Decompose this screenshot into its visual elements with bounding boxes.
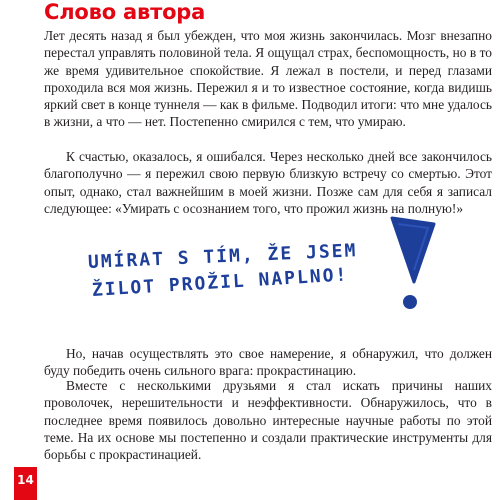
handwritten-note: [86, 240, 386, 308]
exclamation-mark-icon: [384, 210, 440, 320]
handwritten-note-line-1: UMÍRAT S TÍM, ŽE JSEM: [87, 240, 358, 273]
section-title: Слово автора: [44, 0, 206, 24]
page-number-badge: 14: [14, 467, 37, 500]
paragraph-intro: Лет десять назад я был убежден, что моя жизнь закончилась. Мозг внезапно перестал управлять половиной тела. Я ощущал страх, беспомощность, но в то же время удивительное спокойствие. Я лежал в постели, и перед глазами проходила вся моя жизнь. Пережил я и то известное состояние, когда видишь яркий свет в конце туннеля — как в фильме. Подводил итоги: что мне удалось в жизни, а что — нет. Постепенно смирился с тем, что умираю.: [44, 28, 492, 130]
paragraph-research: Вместе с несколькими друзьями я стал искать причины наших проволочек, нерешительности и неэффективности. Обнаружилось, что в последнее время появилось довольно интересные научные работы по этой теме. На их основе мы постепенно и создали практические инструменты для борьбы с прокрастинацией.: [44, 378, 492, 463]
paragraph-fortunately: К счастью, оказалось, я ошибался. Через несколько дней все закончилось благополучно — я пережил свою первую близкую встречу со смертью. Этот опыт, однако, стал важнейшим в моей жизни. Позже сам для себя я записал следующее: «Умирать с осознанием того, что прожил жизнь на полную!»: [44, 149, 492, 216]
handwritten-note-line-2: ŽILOT PROŽIL NAPLNO!: [91, 264, 349, 301]
paragraph-procrastination-enemy: Но, начав осуществлять это свое намерение, я обнаружил, что должен буду победить очень сильного врага: прокрастинацию.: [44, 346, 492, 379]
